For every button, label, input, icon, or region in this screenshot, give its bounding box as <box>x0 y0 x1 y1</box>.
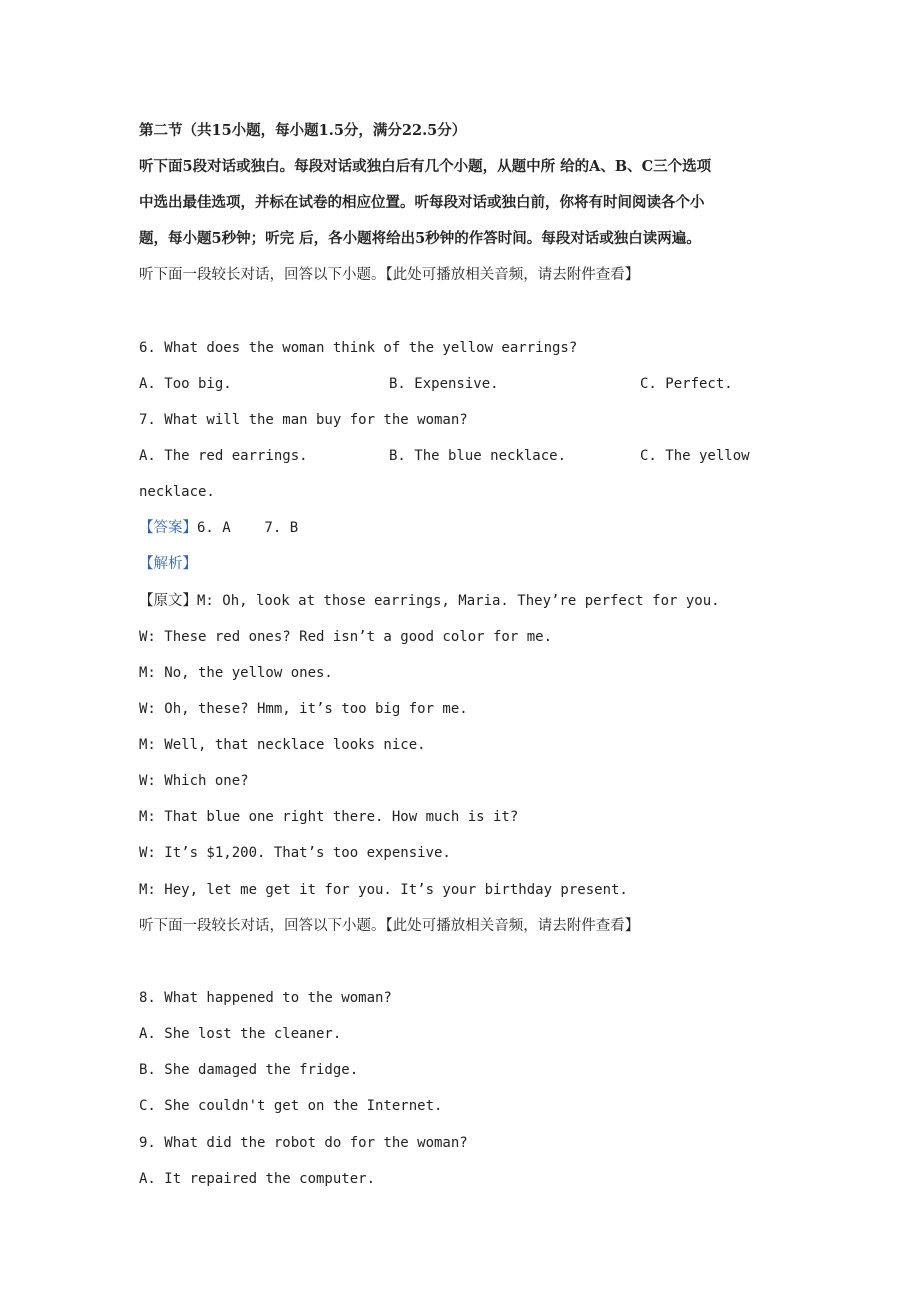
instruction-line-1: 听下面5段对话或独白。每段对话或独白后有几个小题，从题中所 给的A、B、C三个选项 <box>139 158 712 175</box>
transcript-row-1 <box>139 591 720 611</box>
question-7-option-c-continued: necklace. <box>139 484 215 500</box>
question-8-option-c: C. She couldn't get on the Internet. <box>139 1098 443 1114</box>
transcript-line: M: No, the yellow ones. <box>139 665 333 681</box>
transcript-line: W: It’s $1,200. That’s too expensive. <box>139 845 451 861</box>
transcript-line: W: Which one? <box>139 773 249 789</box>
answer-text: 6. A 7. B <box>197 520 299 536</box>
part1-intro: 听下面一段较长对话，回答以下小题。【此处可播放相关音频，请去附件查看】 <box>139 267 640 283</box>
question-7-option-b: B. The blue necklace. <box>389 448 567 464</box>
analysis-label: 【解析】 <box>139 556 197 572</box>
question-7-option-c: C. The yellow <box>640 448 750 464</box>
section-title: 第二节（共15小题，每小题1.5分，满分22.5分） <box>139 122 467 139</box>
question-8-option-b: B. She damaged the fridge. <box>139 1062 359 1078</box>
question-6-option-a: A. Too big. <box>139 376 232 392</box>
question-9-stem: 9. What did the robot do for the woman? <box>139 1135 468 1151</box>
question-6-option-b: B. Expensive. <box>389 376 499 392</box>
question-8-option-a: A. She lost the cleaner. <box>139 1026 342 1042</box>
transcript-label: 【原文】 <box>139 593 197 609</box>
part2-intro: 听下面一段较长对话，回答以下小题。【此处可播放相关音频，请去附件查看】 <box>139 918 640 934</box>
question-9-option-a: A. It repaired the computer. <box>139 1171 376 1187</box>
transcript-line: M: Well, that necklace looks nice. <box>139 737 426 753</box>
question-8-stem: 8. What happened to the woman? <box>139 990 392 1006</box>
question-6-stem: 6. What does the woman think of the yellow earrings? <box>139 340 578 356</box>
question-7-option-a: A. The red earrings. <box>139 448 308 464</box>
instruction-line-3: 题，每小题5秒钟；听完 后，各小题将给出5秒钟的作答时间。每段对话或独白读两遍。 <box>139 230 701 247</box>
answer-label: 【答案】 <box>139 520 197 536</box>
instruction-line-2: 中选出最佳选项，并标在试卷的相应位置。听每段对话或独白前，你将有时间阅读各个小 <box>139 194 705 211</box>
transcript-line: M: That blue one right there. How much is it? <box>139 809 519 825</box>
question-7-stem: 7. What will the man buy for the woman? <box>139 412 468 428</box>
answer-row <box>139 518 298 538</box>
question-6-option-c: C. Perfect. <box>640 376 733 392</box>
transcript-line: M: Oh, look at those earrings, Maria. They’re perfect for you. <box>197 593 720 609</box>
transcript-line: W: Oh, these? Hmm, it’s too big for me. <box>139 701 468 717</box>
transcript-line: M: Hey, let me get it for you. It’s your birthday present. <box>139 882 628 898</box>
transcript-line: W: These red ones? Red isn’t a good color for me. <box>139 629 553 645</box>
